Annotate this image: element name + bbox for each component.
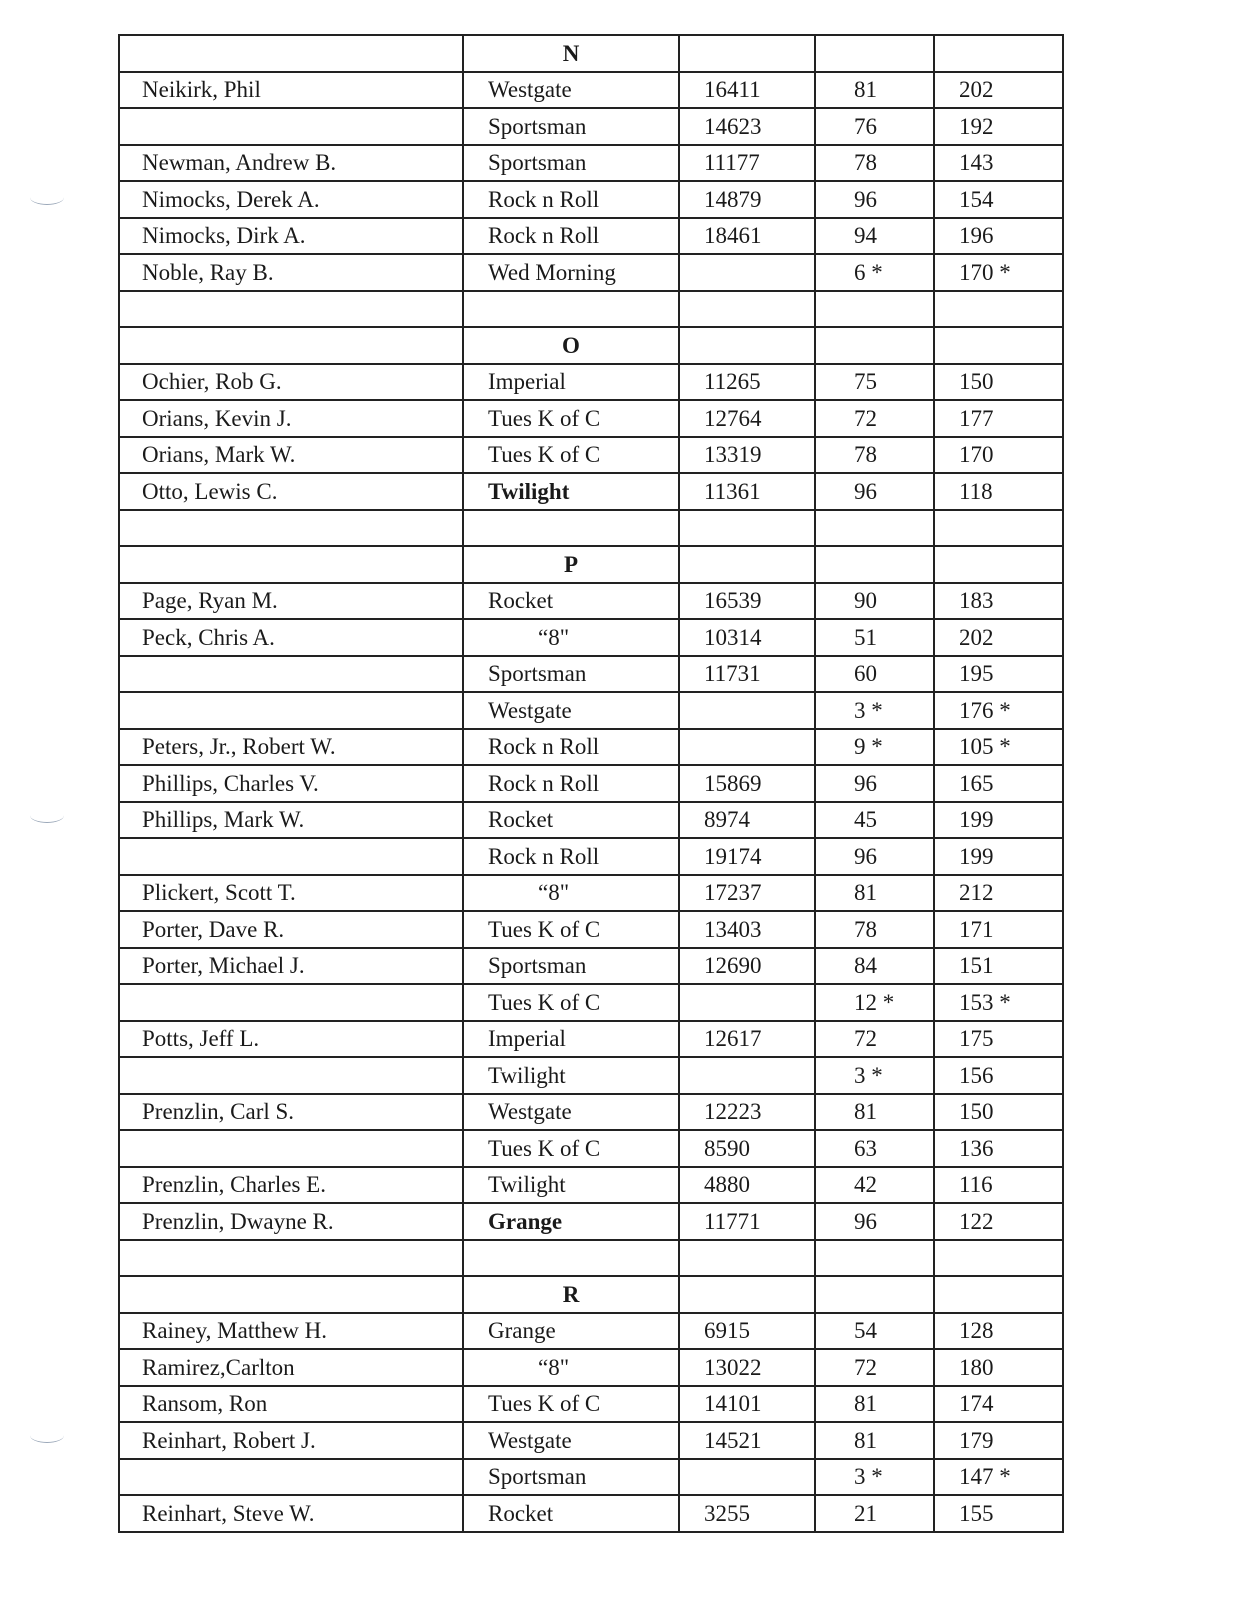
bowler-roster-table: [118, 34, 1064, 1533]
table-row: [119, 1386, 1063, 1423]
table-row: [119, 145, 1063, 182]
league-cell: Imperial: [463, 1021, 679, 1058]
bowler-name-cell: Reinhart, Robert J.: [119, 1422, 463, 1459]
number-cell: 14623: [679, 108, 815, 145]
punch-hole-mark: [30, 190, 64, 205]
average-cell: 196: [934, 218, 1063, 255]
number-cell: 15869: [679, 765, 815, 802]
number-cell: 4880: [679, 1167, 815, 1204]
games-cell: 81: [815, 1094, 934, 1131]
league-cell: Sportsman: [463, 1459, 679, 1496]
number-cell: 16411: [679, 72, 815, 109]
average-cell: 147 *: [934, 1459, 1063, 1496]
games-cell: 75: [815, 364, 934, 401]
table-row: [119, 875, 1063, 912]
league-cell: Sportsman: [463, 108, 679, 145]
table-row: [119, 437, 1063, 474]
games-cell: 81: [815, 875, 934, 912]
empty-cell: [119, 291, 463, 328]
table-row: [119, 1057, 1063, 1094]
average-cell: 177: [934, 400, 1063, 437]
bowler-name-cell: Porter, Michael J.: [119, 948, 463, 985]
bowler-name-cell: [119, 656, 463, 693]
empty-cell: [679, 1276, 815, 1313]
empty-cell: [679, 546, 815, 583]
table-row: [119, 656, 1063, 693]
number-cell: 12223: [679, 1094, 815, 1131]
number-cell: 13022: [679, 1349, 815, 1386]
average-cell: 199: [934, 802, 1063, 839]
league-cell: Westgate: [463, 1422, 679, 1459]
empty-cell: [119, 35, 463, 72]
bowler-name-cell: Ransom, Ron: [119, 1386, 463, 1423]
empty-cell: [119, 510, 463, 547]
average-cell: 136: [934, 1130, 1063, 1167]
average-cell: 170 *: [934, 254, 1063, 291]
bowler-name-cell: [119, 108, 463, 145]
league-cell: Rock n Roll: [463, 838, 679, 875]
empty-cell: [463, 510, 679, 547]
league-cell: Rocket: [463, 802, 679, 839]
number-cell: [679, 1459, 815, 1496]
table-row: [119, 254, 1063, 291]
number-cell: 10314: [679, 619, 815, 656]
blank-row: [119, 510, 1063, 547]
bowler-name-cell: Plickert, Scott T.: [119, 875, 463, 912]
number-cell: [679, 729, 815, 766]
section-header-row: [119, 546, 1063, 583]
bowler-name-cell: Ramirez,Carlton: [119, 1349, 463, 1386]
average-cell: 150: [934, 364, 1063, 401]
table-row: [119, 364, 1063, 401]
average-cell: 179: [934, 1422, 1063, 1459]
games-cell: 72: [815, 1349, 934, 1386]
league-cell: Wed Morning: [463, 254, 679, 291]
games-cell: 72: [815, 1021, 934, 1058]
games-cell: 94: [815, 218, 934, 255]
league-cell: Westgate: [463, 72, 679, 109]
league-cell: “8": [463, 875, 679, 912]
section-letter: O: [463, 327, 679, 364]
empty-cell: [815, 1276, 934, 1313]
league-cell: Rocket: [463, 1495, 679, 1532]
league-cell: Grange: [463, 1203, 679, 1240]
table-row: [119, 1021, 1063, 1058]
bowler-name-cell: Peck, Chris A.: [119, 619, 463, 656]
games-cell: 3 *: [815, 1057, 934, 1094]
games-cell: 78: [815, 145, 934, 182]
table-row: [119, 108, 1063, 145]
bowler-name-cell: Nimocks, Derek A.: [119, 181, 463, 218]
number-cell: 14521: [679, 1422, 815, 1459]
games-cell: 96: [815, 181, 934, 218]
table-row: [119, 181, 1063, 218]
games-cell: 81: [815, 1422, 934, 1459]
games-cell: 12 *: [815, 984, 934, 1021]
games-cell: 81: [815, 1386, 934, 1423]
average-cell: 192: [934, 108, 1063, 145]
number-cell: 13319: [679, 437, 815, 474]
league-cell: Rock n Roll: [463, 181, 679, 218]
table-row: [119, 692, 1063, 729]
average-cell: 105 *: [934, 729, 1063, 766]
table-row: [119, 1130, 1063, 1167]
games-cell: 63: [815, 1130, 934, 1167]
bowler-name-cell: Prenzlin, Dwayne R.: [119, 1203, 463, 1240]
bowler-name-cell: [119, 1130, 463, 1167]
table-row: [119, 619, 1063, 656]
games-cell: 54: [815, 1313, 934, 1350]
empty-cell: [934, 510, 1063, 547]
number-cell: 12764: [679, 400, 815, 437]
table-row: [119, 1167, 1063, 1204]
average-cell: 156: [934, 1057, 1063, 1094]
table-row: [119, 838, 1063, 875]
games-cell: 60: [815, 656, 934, 693]
games-cell: 21: [815, 1495, 934, 1532]
section-header-row: [119, 1276, 1063, 1313]
table-row: [119, 765, 1063, 802]
average-cell: 171: [934, 911, 1063, 948]
average-cell: 202: [934, 72, 1063, 109]
number-cell: 11177: [679, 145, 815, 182]
table-row: [119, 72, 1063, 109]
number-cell: [679, 1057, 815, 1094]
bowler-name-cell: [119, 838, 463, 875]
league-cell: Westgate: [463, 1094, 679, 1131]
average-cell: 128: [934, 1313, 1063, 1350]
bowler-name-cell: [119, 692, 463, 729]
bowler-name-cell: Orians, Kevin J.: [119, 400, 463, 437]
empty-cell: [679, 510, 815, 547]
section-letter: P: [463, 546, 679, 583]
games-cell: 96: [815, 765, 934, 802]
league-cell: Rock n Roll: [463, 729, 679, 766]
games-cell: 90: [815, 583, 934, 620]
bowler-name-cell: Otto, Lewis C.: [119, 473, 463, 510]
games-cell: 42: [815, 1167, 934, 1204]
average-cell: 151: [934, 948, 1063, 985]
league-cell: Tues K of C: [463, 1386, 679, 1423]
bowler-name-cell: Neikirk, Phil: [119, 72, 463, 109]
games-cell: 6 *: [815, 254, 934, 291]
games-cell: 3 *: [815, 692, 934, 729]
blank-row: [119, 1240, 1063, 1277]
average-cell: 175: [934, 1021, 1063, 1058]
bowler-name-cell: Potts, Jeff L.: [119, 1021, 463, 1058]
league-cell: Rocket: [463, 583, 679, 620]
league-cell: Imperial: [463, 364, 679, 401]
empty-cell: [119, 327, 463, 364]
table-row: [119, 911, 1063, 948]
games-cell: 9 *: [815, 729, 934, 766]
average-cell: 165: [934, 765, 1063, 802]
empty-cell: [679, 291, 815, 328]
league-cell: Westgate: [463, 692, 679, 729]
number-cell: 12617: [679, 1021, 815, 1058]
table-row: [119, 473, 1063, 510]
number-cell: 14101: [679, 1386, 815, 1423]
bowler-name-cell: Peters, Jr., Robert W.: [119, 729, 463, 766]
games-cell: 51: [815, 619, 934, 656]
league-cell: Sportsman: [463, 656, 679, 693]
average-cell: 174: [934, 1386, 1063, 1423]
bowler-name-cell: [119, 1459, 463, 1496]
league-cell: “8": [463, 1349, 679, 1386]
league-cell: Twilight: [463, 1057, 679, 1094]
average-cell: 116: [934, 1167, 1063, 1204]
table-row: [119, 1094, 1063, 1131]
table-row: [119, 400, 1063, 437]
table-row: [119, 1203, 1063, 1240]
bowler-name-cell: Page, Ryan M.: [119, 583, 463, 620]
section-header-row: [119, 327, 1063, 364]
games-cell: 96: [815, 473, 934, 510]
empty-cell: [119, 1240, 463, 1277]
bowler-name-cell: Reinhart, Steve W.: [119, 1495, 463, 1532]
empty-cell: [679, 327, 815, 364]
bowler-name-cell: Rainey, Matthew H.: [119, 1313, 463, 1350]
average-cell: 155: [934, 1495, 1063, 1532]
empty-cell: [815, 546, 934, 583]
bowler-name-cell: Noble, Ray B.: [119, 254, 463, 291]
empty-cell: [119, 1276, 463, 1313]
bowler-name-cell: Newman, Andrew B.: [119, 145, 463, 182]
games-cell: 45: [815, 802, 934, 839]
table-row: [119, 1495, 1063, 1532]
league-cell: Tues K of C: [463, 437, 679, 474]
bowler-name-cell: Phillips, Charles V.: [119, 765, 463, 802]
roster-body: [119, 35, 1063, 1532]
league-cell: “8": [463, 619, 679, 656]
games-cell: 96: [815, 1203, 934, 1240]
bowler-name-cell: Ochier, Rob G.: [119, 364, 463, 401]
table-row: [119, 729, 1063, 766]
empty-cell: [934, 35, 1063, 72]
average-cell: 118: [934, 473, 1063, 510]
league-cell: Grange: [463, 1313, 679, 1350]
bowler-name-cell: Prenzlin, Carl S.: [119, 1094, 463, 1131]
average-cell: 202: [934, 619, 1063, 656]
games-cell: 96: [815, 838, 934, 875]
empty-cell: [934, 291, 1063, 328]
number-cell: 13403: [679, 911, 815, 948]
empty-cell: [119, 546, 463, 583]
average-cell: 180: [934, 1349, 1063, 1386]
number-cell: 18461: [679, 218, 815, 255]
number-cell: 19174: [679, 838, 815, 875]
empty-cell: [934, 327, 1063, 364]
number-cell: 8590: [679, 1130, 815, 1167]
bowler-name-cell: Orians, Mark W.: [119, 437, 463, 474]
league-cell: Tues K of C: [463, 911, 679, 948]
table-row: [119, 802, 1063, 839]
number-cell: 3255: [679, 1495, 815, 1532]
section-letter: R: [463, 1276, 679, 1313]
number-cell: [679, 692, 815, 729]
games-cell: 81: [815, 72, 934, 109]
league-cell: Tues K of C: [463, 1130, 679, 1167]
number-cell: 14879: [679, 181, 815, 218]
games-cell: 76: [815, 108, 934, 145]
table-row: [119, 218, 1063, 255]
league-cell: Sportsman: [463, 948, 679, 985]
number-cell: 12690: [679, 948, 815, 985]
games-cell: 72: [815, 400, 934, 437]
number-cell: 11731: [679, 656, 815, 693]
empty-cell: [934, 1240, 1063, 1277]
section-letter: N: [463, 35, 679, 72]
table-row: [119, 583, 1063, 620]
table-row: [119, 1422, 1063, 1459]
bowler-name-cell: Phillips, Mark W.: [119, 802, 463, 839]
average-cell: 170: [934, 437, 1063, 474]
empty-cell: [463, 1240, 679, 1277]
empty-cell: [463, 291, 679, 328]
empty-cell: [815, 291, 934, 328]
number-cell: 16539: [679, 583, 815, 620]
bowler-name-cell: Porter, Dave R.: [119, 911, 463, 948]
empty-cell: [934, 1276, 1063, 1313]
empty-cell: [815, 35, 934, 72]
number-cell: [679, 254, 815, 291]
average-cell: 143: [934, 145, 1063, 182]
average-cell: 150: [934, 1094, 1063, 1131]
table-row: [119, 1349, 1063, 1386]
empty-cell: [815, 1240, 934, 1277]
number-cell: 17237: [679, 875, 815, 912]
bowler-name-cell: Nimocks, Dirk A.: [119, 218, 463, 255]
number-cell: 11265: [679, 364, 815, 401]
empty-cell: [679, 1240, 815, 1277]
league-cell: Tues K of C: [463, 984, 679, 1021]
table-row: [119, 1459, 1063, 1496]
games-cell: 84: [815, 948, 934, 985]
empty-cell: [679, 35, 815, 72]
league-cell: Sportsman: [463, 145, 679, 182]
league-cell: Twilight: [463, 1167, 679, 1204]
number-cell: [679, 984, 815, 1021]
number-cell: 11361: [679, 473, 815, 510]
section-header-row: [119, 35, 1063, 72]
average-cell: 212: [934, 875, 1063, 912]
table-row: [119, 948, 1063, 985]
league-cell: Rock n Roll: [463, 218, 679, 255]
average-cell: 122: [934, 1203, 1063, 1240]
average-cell: 176 *: [934, 692, 1063, 729]
table-row: [119, 1313, 1063, 1350]
league-cell: Twilight: [463, 473, 679, 510]
average-cell: 183: [934, 583, 1063, 620]
bowler-name-cell: [119, 984, 463, 1021]
average-cell: 195: [934, 656, 1063, 693]
number-cell: 11771: [679, 1203, 815, 1240]
bowler-name-cell: [119, 1057, 463, 1094]
league-cell: Rock n Roll: [463, 765, 679, 802]
average-cell: 154: [934, 181, 1063, 218]
empty-cell: [815, 327, 934, 364]
table-row: [119, 984, 1063, 1021]
number-cell: 8974: [679, 802, 815, 839]
blank-row: [119, 291, 1063, 328]
empty-cell: [934, 546, 1063, 583]
league-cell: Tues K of C: [463, 400, 679, 437]
games-cell: 78: [815, 911, 934, 948]
average-cell: 153 *: [934, 984, 1063, 1021]
punch-hole-mark: [30, 1428, 64, 1443]
punch-hole-mark: [30, 808, 64, 823]
bowler-name-cell: Prenzlin, Charles E.: [119, 1167, 463, 1204]
average-cell: 199: [934, 838, 1063, 875]
empty-cell: [815, 510, 934, 547]
number-cell: 6915: [679, 1313, 815, 1350]
games-cell: 3 *: [815, 1459, 934, 1496]
games-cell: 78: [815, 437, 934, 474]
